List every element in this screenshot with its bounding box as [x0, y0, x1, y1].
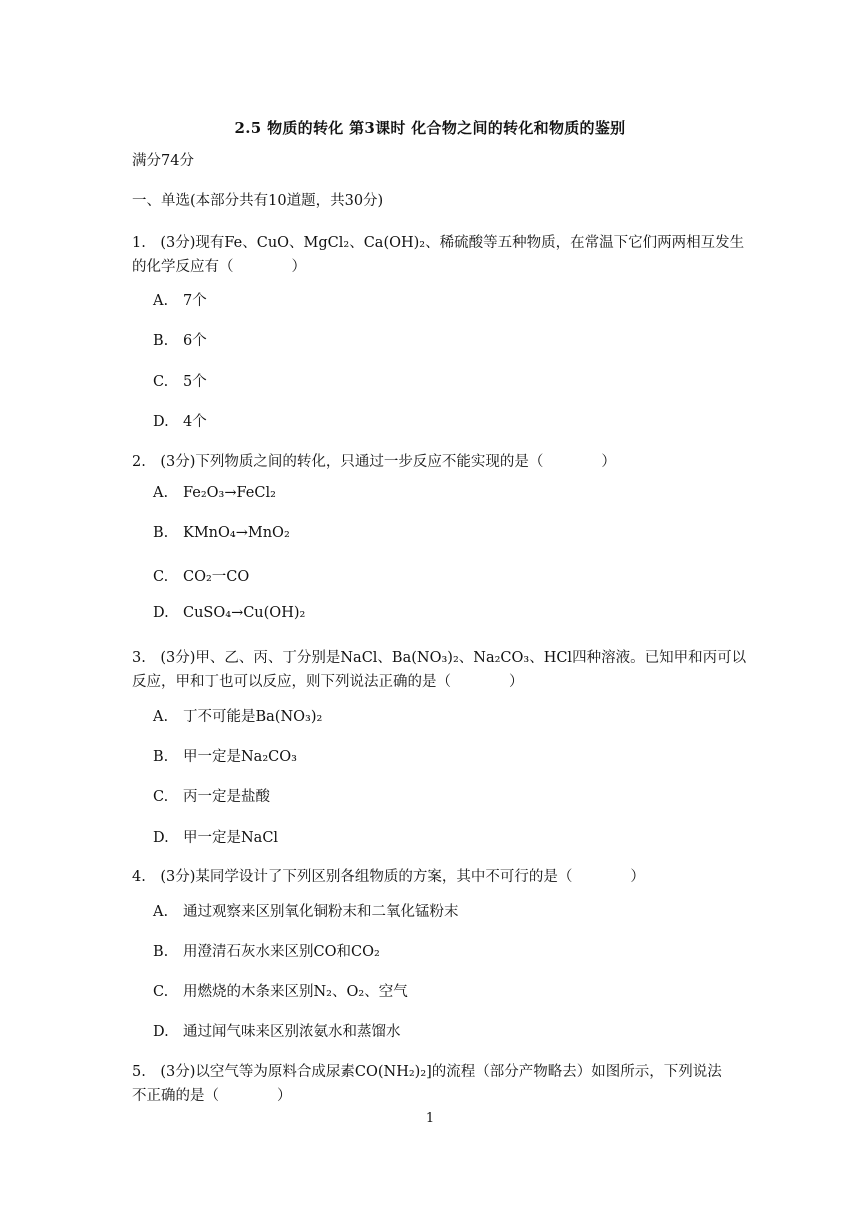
question-4-option-d: [153, 1020, 401, 1041]
option-label: B.: [153, 333, 169, 349]
option-text: CuSO₄→Cu(OH)₂: [183, 605, 306, 621]
question-2-option-d: [153, 605, 305, 621]
option-text: Fe₂O₃→FeCl₂: [183, 485, 276, 501]
question-4-option-a: [153, 900, 459, 921]
option-text: CO₂一CO: [183, 569, 250, 585]
option-text: 7个: [183, 293, 207, 309]
option-label: D.: [153, 414, 169, 430]
question-2-option-c: [153, 565, 249, 586]
question-5-line-2: 不正确的是（ ）: [132, 1088, 292, 1104]
option-label: B.: [153, 749, 169, 765]
question-1-option-c: [153, 370, 207, 391]
option-text: 用澄清石灰水来区别CO和CO₂: [183, 944, 380, 960]
question-3-option-d: [153, 826, 278, 847]
option-text: KMnO₄→MnO₂: [183, 525, 290, 541]
option-label: C.: [153, 374, 169, 390]
option-label: C.: [153, 984, 169, 1000]
question-2-option-b: [153, 525, 290, 541]
option-label: C.: [153, 789, 169, 805]
question-1-line-1: 1. (3分)现有Fe、CuO、MgCl₂、Ca(OH)₂、稀硫酸等五种物质，在常温下它们两两相互发生: [132, 235, 745, 251]
option-label: A.: [153, 485, 169, 501]
question-3-line-2: 反应，甲和丁也可以反应，则下列说法正确的是（ ）: [132, 674, 524, 690]
option-label: D.: [153, 1024, 169, 1040]
option-label: D.: [153, 605, 169, 621]
question-1-option-a: [153, 289, 207, 310]
section-heading: 一、单选(本部分共有10道题，共30分): [132, 193, 384, 209]
option-text: 甲一定是NaCl: [183, 830, 279, 846]
option-label: A.: [153, 904, 169, 920]
question-3-line-1: 3. (3分)甲、乙、丙、丁分别是NaCl、Ba(NO₃)₂、Na₂CO₃、HCl四种溶液。已知甲和丙可以: [132, 650, 747, 666]
question-2-line-1: 2. (3分)下列物质之间的转化，只通过一步反应不能实现的是（ ）: [132, 454, 616, 470]
question-1-option-b: [153, 329, 207, 350]
option-text: 甲一定是Na₂CO₃: [183, 749, 297, 765]
option-label: D.: [153, 830, 169, 846]
question-4-line-1: 4. (3分)某同学设计了下列区别各组物质的方案，其中不可行的是（ ）: [132, 869, 645, 885]
page-title: 2.5 物质的转化 第3课时 化合物之间的转化和物质的鉴别: [234, 119, 626, 137]
question-3-option-b: [153, 745, 297, 766]
option-label: A.: [153, 293, 169, 309]
option-label: A.: [153, 709, 169, 725]
option-text: 5个: [183, 374, 207, 390]
option-text: 通过观察来区别氧化铜粉末和二氧化锰粉末: [183, 904, 459, 920]
option-text: 用燃烧的木条来区别N₂、O₂、空气: [183, 984, 408, 1000]
option-label: C.: [153, 569, 169, 585]
question-3-option-c: [153, 785, 270, 806]
question-5-line-1: 5. (3分)以空气等为原料合成尿素CO(NH₂)₂]的流程（部分产物略去）如图所示，下列说法: [132, 1064, 722, 1080]
full-score: 满分74分: [132, 153, 194, 169]
question-1-line-2: 的化学反应有（ ）: [132, 259, 306, 275]
option-text: 4个: [183, 414, 207, 430]
option-label: B.: [153, 525, 169, 541]
option-text: 6个: [183, 333, 207, 349]
option-text: 丁不可能是Ba(NO₃)₂: [183, 709, 323, 725]
page-number: 1: [425, 1111, 435, 1126]
option-text: 丙一定是盐酸: [183, 789, 270, 805]
question-1-option-d: [153, 410, 207, 431]
question-4-option-b: [153, 940, 380, 961]
option-text: 通过闻气味来区别浓氨水和蒸馏水: [183, 1024, 401, 1040]
question-4-option-c: [153, 980, 408, 1001]
question-2-option-a: [153, 485, 276, 501]
question-3-option-a: [153, 705, 322, 726]
option-label: B.: [153, 944, 169, 960]
